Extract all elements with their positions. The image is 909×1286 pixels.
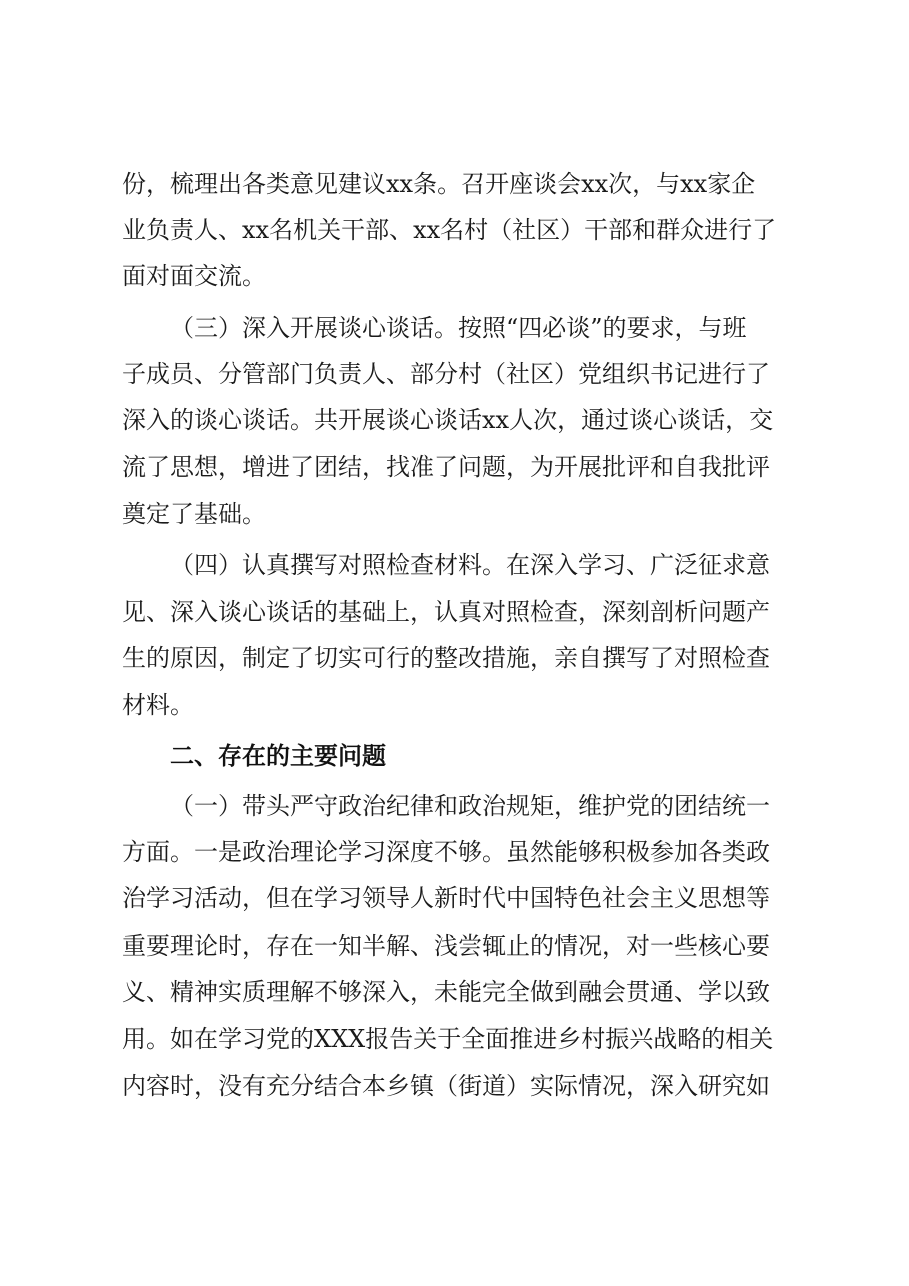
text-line: 方面。一是政治理论学习深度不够。虽然能够积极参加各类政 — [122, 838, 770, 866]
text-line: 材料。 — [122, 691, 194, 719]
text-line: 面对面交流。 — [122, 262, 266, 290]
text-line: 奠定了基础。 — [122, 500, 266, 528]
text-line: 份，梳理出各类意见建议xx条。召开座谈会xx次，与xx家企 — [122, 170, 756, 198]
text-line: 流了思想，增进了团结，找准了问题，为开展批评和自我批评 — [122, 453, 770, 481]
section-heading: 二、存在的主要问题 — [170, 742, 386, 770]
text-line: 义、精神实质理解不够深入，未能完全做到融会贯通、学以致 — [122, 978, 770, 1006]
paragraph-first-line: （四）认真撰写对照检查材料。在深入学习、广泛征求意 — [170, 551, 770, 579]
text-line: 见、深入谈心谈话的基础上，认真对照检查，深刻剖析问题产 — [122, 598, 770, 626]
text-line: 治学习活动，但在学习领导人新时代中国特色社会主义思想等 — [122, 884, 770, 912]
text-line: 业负责人、xx名机关干部、xx名村（社区）干部和群众进行了 — [122, 216, 777, 244]
paragraph-first-line: （一）带头严守政治纪律和政治规矩，维护党的团结统一 — [170, 792, 770, 820]
text-line: 用。如在学习党的XXX报告关于全面推进乡村振兴战略的相关 — [122, 1025, 774, 1053]
text-line: 生的原因，制定了切实可行的整改措施，亲自撰写了对照检查 — [122, 644, 770, 672]
text-line: 重要理论时，存在一知半解、浅尝辄止的情况，对一些核心要 — [122, 932, 770, 960]
text-line: 子成员、分管部门负责人、部分村（社区）党组织书记进行了 — [122, 360, 770, 388]
paragraph-first-line: （三）深入开展谈心谈话。按照“四必谈”的要求，与班 — [170, 314, 747, 342]
text-line: 内容时，没有充分结合本乡镇（街道）实际情况，深入研究如 — [122, 1072, 770, 1100]
text-line: 深入的谈心谈话。共开展谈心谈话xx人次，通过谈心谈话，交 — [122, 406, 774, 434]
